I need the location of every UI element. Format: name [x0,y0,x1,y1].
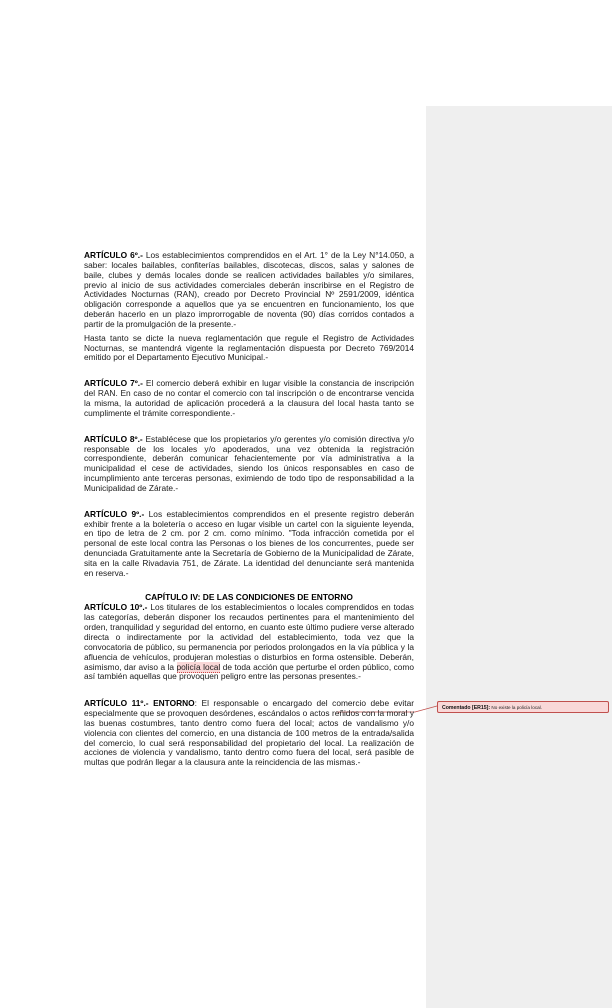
article-10-text-after: de toda acción que perturbe el orden público, como así también aquellas que provoquen peligro entre las personas presentes.- [84,661,415,682]
article-7-heading: ARTÍCULO 7º.- [84,378,143,389]
article-9-paragraph [84,510,414,579]
article-6-heading: ARTÍCULO 6º.- [84,250,143,260]
article-9-heading: ARTÍCULO 9º.- [84,508,145,519]
article-8-text: Establécese que los propietarios y/o gerentes y/o comisión directiva y/o responsable de los locales y/o apoderados, una vez obtenida la registración correspondiente, deberán comunicar fehacientemente por vía administrativa a la municipalidad el cese de actividades, siendo los únicos responsables en caso de incumplimiento ante terceras personas, eximiendo de todo tipo de responsabilidad a la Municipalidad de Zárate.- [84,433,414,493]
article-11-paragraph [84,699,414,768]
article-11-text: : El responsable o encargado del comercio debe evitar especialmente que se provoquen desórdenes, escándalos o actos reñidos con la moral y las buenas costumbres, tanto dentro como fuera del local; actos de vandalismo y/o violencia con clientes del comercio, en una distancia de 100 metros de la entrada/salida del comercio, lo cual será responsabilidad del propietario del local. La realización de acciones de violencia y vandalismo, tanto dentro como fuera del local, será pasible de multas que podrán llegar a la clausura ante la reincidencia de las mismas.- [84,698,414,768]
article-9-text: Los establecimientos comprendidos en el presente registro deberán exhibir frente a la boletería o acceso en lugar visible un cartel con la siguiente leyenda, en tipo de letra de 2 cm. por 2 cm. como mínimo. "Toda infracción cometida por el personal de este local contra las Personas o los bienes de los concurrentes, puede ser denunciada Gratuitamente ante la Secretaría de Gobierno de la Municipalidad de Zárate, sita en la calle Rivadavia 751, de Zárate. La identidad del denunciante será mantenida en reserva.- [84,508,414,578]
article-6 [84,251,414,363]
comment-text: No existe la policía local. [490,705,542,710]
chapter-heading: CAPÍTULO IV: DE LAS CONDICIONES DE ENTORNO [145,591,353,602]
article-7 [84,379,414,418]
article-7-paragraph [84,379,414,418]
article-11 [84,699,414,768]
comment-margin-pane [426,106,612,1008]
article-8-paragraph [84,435,414,494]
article-6-paragraph-2: Hasta tanto se dicte la nueva reglamentación que regule el Registro de Actividades Nocturnas, se mantendrá vigente la reglamentación dispuesta por Decreto 769/2014 emitido por el Departamento Ejecutivo Municipal.- [84,332,414,363]
article-9 [84,510,414,579]
article-6-paragraph-1 [84,251,414,330]
comment-author-label: Comentado [ER15]: [442,705,491,711]
article-10 [84,603,414,682]
commented-text-highlight[interactable]: policía local [176,661,221,672]
article-10-text-before: Los titulares de los establecimientos o locales comprendidos en todas las categorías, deberán disponer los recaudos pertinentes para el mantenimiento del orden, tranquilidad y seguridad del entorno, en cuanto este último pudiere verse alterado directa o indirectamente por la actividad del establecimiento, toda vez que la convocatoria de público, su permanencia por periodos prolongados en la vía pública y la afluencia de vehículos, produjeran molestias o disturbios en forma ostensible. Deberán, asimismo, dar aviso a la [84,602,414,672]
document-body [84,251,414,768]
comment-balloon[interactable] [437,701,609,713]
article-10-paragraph [84,603,414,682]
article-7-text: El comercio deberá exhibir en lugar visible la constancia de inscripción del RAN. En caso de no contar el comercio con tal inscripción o de encontrarse vencida la misma, la autoridad de aplicación procederá a la clausura del local hasta tanto se cumplimente el trámite correspondiente.- [84,378,414,418]
article-8 [84,435,414,494]
article-11-heading: ARTÍCULO 11º.- ENTORNO [84,698,195,709]
article-8-heading: ARTÍCULO 8º.- [84,433,143,444]
article-6-text: Los establecimientos comprendidos en el Art. 1° de la Ley N°14.050, a saber: locales bailables, confiterías bailables, discotecas, discos, salas y salones de baile, clubes y demás locales donde se realicen actividades bailables y/o similares, previo al inicio de sus actividades comerciales deberán inscribirse en el Registro de Actividades Nocturnas (RAN), creado por Decreto Provincial Nº 2591/2009, idéntica obligación corresponde a aquellos que ya se encuentren en funcionamiento, los que deberán hacerlo en un plazo improrrogable de noventa (90) días corridos contados a partir de la promulgación de la presente.- [84,250,414,329]
article-10-heading: ARTÍCULO 10º.- [84,602,148,613]
